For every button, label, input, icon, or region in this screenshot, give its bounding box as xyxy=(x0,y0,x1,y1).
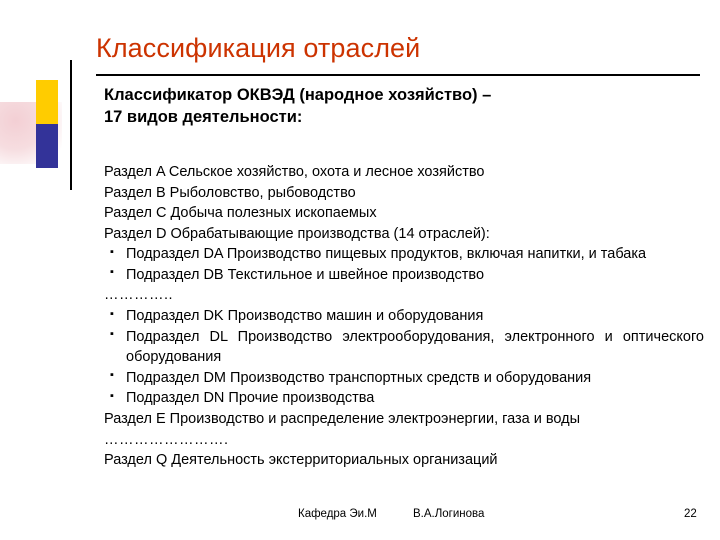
bullet-icon: ▪ xyxy=(110,266,114,279)
subtitle-line-2: 17 видов деятельности: xyxy=(104,107,303,126)
bullet-icon: ▪ xyxy=(110,369,114,382)
list-item-dn xyxy=(104,388,704,409)
list-item-dm xyxy=(104,368,704,389)
slide-footer xyxy=(0,508,720,530)
slide-subtitle xyxy=(104,85,704,129)
slide-body xyxy=(104,162,704,471)
bullet-icon: ▪ xyxy=(110,245,114,258)
list-item-dl-label: Подраздел DL Производство электрооборудования, электронного и оптического оборудования xyxy=(126,328,704,366)
footer-author: В.А.Логинова xyxy=(413,508,485,520)
body-line-section-e: Раздел E Производство и распределение электроэнергии, газа и воды xyxy=(104,410,581,427)
footer-page-number: 22 xyxy=(684,508,697,520)
bullet-icon: ▪ xyxy=(110,389,114,402)
list-item-da xyxy=(104,244,704,265)
body-line-section-d: Раздел D Обрабатывающие производства (14 отраслей): xyxy=(104,225,490,242)
subtitle-line-1: Классификатор ОКВЭД (народное хозяйство) – xyxy=(104,86,492,104)
list-item-dm-label: Подраздел DM Производство транспортных средств и оборудования xyxy=(126,369,592,386)
yellow-square-shape xyxy=(36,80,58,124)
vertical-divider-line xyxy=(70,60,72,190)
list-item-dn-label: Подраздел DN Прочие производства xyxy=(126,390,375,407)
footer-department: Кафедра Эи.М xyxy=(298,508,377,520)
list-item-da-label: Подраздел DA Производство пищевых продуктов, включая напитки, и табака xyxy=(126,246,647,263)
bullet-icon: ▪ xyxy=(110,328,114,341)
title-underline-rule xyxy=(96,74,700,76)
body-line-section-b: Раздел B Рыболовство, рыбоводство xyxy=(104,184,356,201)
blue-square-shape xyxy=(36,124,58,168)
list-item-dk xyxy=(104,306,704,327)
body-line-section-c: Раздел C Добыча полезных ископаемых xyxy=(104,205,377,222)
slide-title: Классификация отраслей xyxy=(96,33,421,63)
bullet-icon: ▪ xyxy=(110,307,114,320)
body-line-section-q: Раздел Q Деятельность экстерриториальных организаций xyxy=(104,452,498,469)
list-item-db xyxy=(104,265,704,286)
list-item-dl xyxy=(104,327,704,368)
list-item-db-label: Подраздел DB Текстильное и швейное производство xyxy=(126,266,485,283)
list-item-dk-label: Подраздел DK Производство машин и оборудования xyxy=(126,308,484,325)
body-line-section-a: Раздел A Сельское хозяйство, охота и лесное хозяйство xyxy=(104,164,485,180)
ellipsis-long: ……………………. xyxy=(104,431,229,448)
ellipsis-short: ………….. xyxy=(104,287,174,304)
decorative-corner-graphic xyxy=(0,60,110,190)
